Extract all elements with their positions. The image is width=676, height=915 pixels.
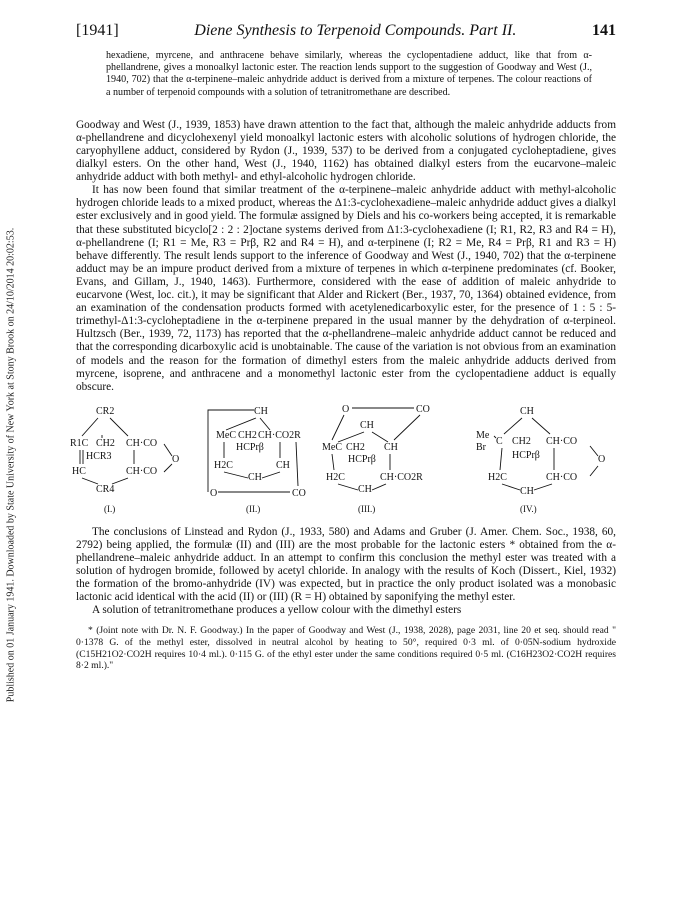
formula-III-label: (III.): [358, 503, 376, 514]
formula-IV-chco-bot: CH·CO: [546, 471, 578, 483]
formula-III-o: O: [342, 403, 350, 415]
header-year: [1941]: [76, 22, 119, 39]
paragraph-2: It has now been found that similar treatment of the α-terpinene–maleic anhydride adduct with methyl-alcoholic hydrogen chloride leads to a mixed product, whereas the Δ1:3-cyclohexadiene–maleic anhydride adduct gives a dialkyl ester exclusively and in good yield. The formulæ assigned by Diels and his co-workers being accepted, it is remarkable that these substituted bicyclo[2 : 2 : 2]octane systems derived from Δ1:3-cyclohexadiene (I; R1, R2, R3 and R4 = H), α-phellandrene (I; R1 = Me, R3 = Prβ, R2 and R4 = H), and α-terpinene (I; R2 = Me, R4 = Prβ, R1 and R3 = H) behave differently. The result lends support to the inference of Goodway and West (J., 1940, 702) that the α-terpinene adduct may be an impure product derived from a mixture of terpenes in which α-terpinene predominates (cf. Booker, Evans, and Gillam, J., 1940, 1463). Furthermore, considered with the ease of addition of maleic anhydride to eucarvone (West, loc. cit.), it may be significant that Alder and Rickert (Ber., 1937, 70, 1364) obtained evidence, from an examination of the condensation products formed with acetylenedicarboxylic ester, for the presence of 1 : 5 : 5-trimethyl-Δ1:3-cycloheptadiene in the α-terpinene prepared in the usual manner by the dehydration of α-terpineol. Hultzsch (Ber., 1939, 72, 1173) has reported that the α-phellandrene–maleic anhydride adduct cannot be reduced and that the corresponding dicarboxylic acid is unobtainable. The cause of the variation is not obvious from an examination of models and the reason for the formation of dimethyl esters from the maleic anhydride adducts derived from myrcene, isoprene, and anthracene and a monomethyl lactonic ester from the cyclopentadiene adduct is equally obscure.: [76, 184, 616, 393]
formula-I-hcr3: HCR3: [86, 450, 112, 462]
paragraph-4: A solution of tetranitromethane produces a yellow colour with the dimethyl esters: [92, 604, 462, 617]
page: [70, 22, 616, 681]
formula-I-label: (I.): [104, 503, 116, 514]
formula-II-hcpr: HCPrβ: [236, 441, 264, 453]
formula-I-ch2: CH2: [96, 437, 115, 449]
formula-II-o: O: [210, 487, 218, 499]
formula-II-chco2r: CH·CO2R: [258, 429, 301, 441]
formula-II-ch2: CH2: [238, 429, 257, 441]
formula-II-h2c: H2C: [214, 459, 233, 471]
formula-IV-me: Me: [476, 429, 490, 441]
formula-II-ch-bot: CH: [248, 471, 262, 483]
formula-II-ch-right: CH: [276, 459, 290, 471]
formula-III-ch-bot: CH: [358, 483, 372, 495]
formula-III-chco2r: CH·CO2R: [380, 471, 423, 483]
formula-III-ch2: CH2: [346, 441, 365, 453]
formula-III: [322, 404, 430, 514]
page-number: 141: [592, 22, 616, 39]
formula-I-cr4: CR4: [96, 483, 115, 495]
formula-I-hc: HC: [72, 465, 86, 477]
formula-IV-hcpr: HCPrβ: [512, 449, 540, 461]
formula-IV-ch-bot: CH: [520, 485, 534, 497]
download-notice: [2, 40, 20, 890]
formula-I-r1c: R1C: [70, 437, 89, 449]
formula-IV-h2c: H2C: [488, 471, 507, 483]
paragraph-1: Goodway and West (J., 1939, 1853) have drawn attention to the fact that, although the maleic anhydride adducts from α-phellandrene and dicyclohexenyl yield monoalkyl lactonic esters with alcoholic solutions of hydrogen chloride, the caryophyllene adduct, considered by Rydon (J., 1939, 537) to be derived from a conjugated cycloheptadiene, gives dialkyl esters. On the other hand, West (J., 1940, 1162) has obtained dialkyl esters from the eucarvone–maleic anhydride adduct with both methyl- and ethyl-alcoholic hydrogen chloride.: [76, 118, 616, 184]
formula-I-chco-bot: CH·CO: [126, 465, 158, 477]
structural-formulas: [70, 402, 616, 520]
formula-IV-c: C: [496, 435, 503, 447]
formula-II-label: (II.): [246, 503, 261, 514]
formula-IV-label: (IV.): [520, 503, 537, 514]
formula-II-mec: MeC: [216, 429, 236, 441]
download-notice-text: Published on 01 January 1941. Downloaded by State University of New York at Stony Brook on 24/10/2014 20:02:53.: [5, 227, 17, 703]
footnote: * (Joint note with Dr. N. F. Goodway.) In the paper of Goodway and West (J., 1938, 2028), page 2031, line 20 et seq. should read " 0·1378 G. of the methyl ester, dissolved in neutral alcohol by heating to 50°, required 0·3 ml. of 0·05N-sodium hydroxide (C15H21O2·CO2H requires 10·4 ml.). 0·115 G. of the ethyl ester under the same conditions required 0·5 ml. (C16H23O2·CO2H requires 8·2 ml.).": [76, 625, 616, 672]
formula-I: [70, 406, 179, 514]
formula-IV-ch: CH: [520, 405, 534, 417]
formula-IV-chco-top: CH·CO: [546, 435, 578, 447]
formula-drawing: [70, 402, 616, 520]
formula-III-hcpr: HCPrβ: [348, 453, 376, 465]
formula-III-mec: MeC: [322, 441, 342, 453]
formula-IV-br: Br: [476, 441, 486, 453]
paragraph-3: The conclusions of Linstead and Rydon (J., 1933, 580) and Adams and Gruber (J. Amer. Chem. Soc., 1938, 60, 2792) being applied, the formulæ (II) and (III) are the most probable for the lactonic esters * obtained from the α-phellandrene–maleic anhydride adduct. In an attempt to confirm this conclusion the methyl ester was treated with a solution of hydrogen bromide, followed by acetyl chloride. In analogy with the results of Koch (Dissert., Kiel, 1932) the formation of the bromo-anhydride (IV) was expected, but in practice the only product isolated was a monobasic lactonic acid identical with the acid (II) or (III) (R = H) obtained by saponifying the methyl ester.: [76, 525, 616, 604]
formula-IV-o: O: [598, 453, 606, 465]
formula-I-o: O: [172, 453, 180, 465]
formula-I-chco-top: CH·CO: [126, 437, 158, 449]
formula-III-co: CO: [416, 403, 430, 415]
abstract: hexadiene, myrcene, and anthracene behave similarly, whereas the cyclopentadiene adduct, like that from α-phellandrene, gives a monoalkyl lactonic ester. The reaction lends support to the suggestion of Goodway and West (J., 1940, 702) that the α-terpinene–maleic anhydride adduct is derived from a mixture of terpenes. The colour reactions of a number of terpenoid compounds with a solution of tetranitromethane are described.: [106, 50, 592, 98]
formula-III-h2c: H2C: [326, 471, 345, 483]
header-title: Diene Synthesis to Terpenoid Compounds. Part II.: [194, 22, 517, 39]
formula-III-ch-right: CH: [384, 441, 398, 453]
formula-II: [208, 406, 306, 514]
formula-II-co: CO: [292, 487, 306, 499]
formula-I-cr2: CR2: [96, 405, 115, 417]
running-header: [76, 22, 616, 40]
formula-II-ch: CH: [254, 405, 268, 417]
formula-IV-ch2: CH2: [512, 435, 531, 447]
formula-III-ch: CH: [360, 419, 374, 431]
formula-IV: [476, 406, 605, 514]
